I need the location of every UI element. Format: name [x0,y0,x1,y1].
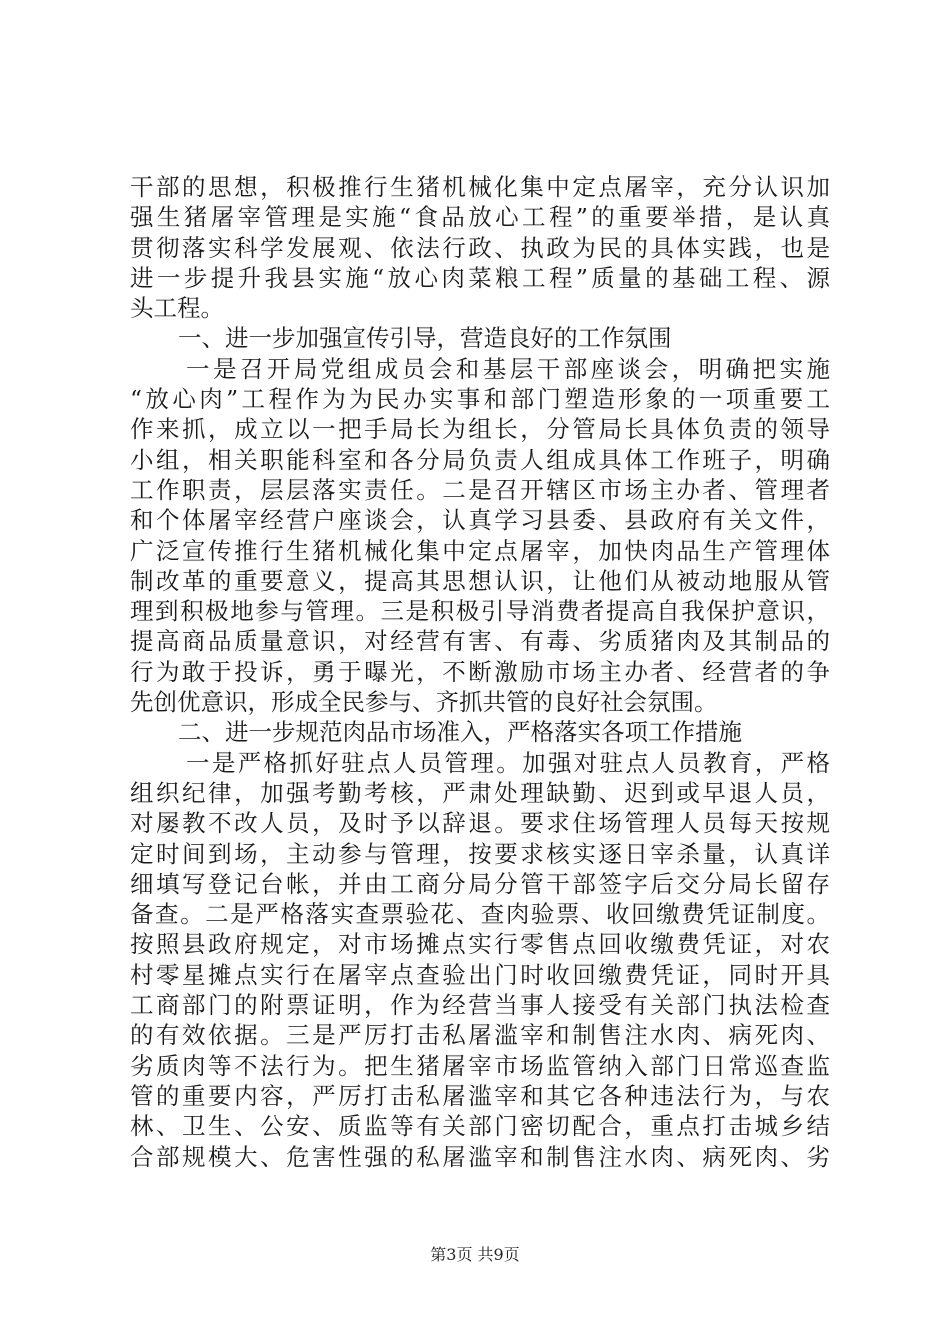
section-heading: 一、进一步加强宣传引导，营造良好的工作氛围 [178,324,672,353]
body-line: 小组，相关职能科室和各分局负责人组成具体工作班子，明确 [130,445,830,474]
body-line: 理到积极地参与管理。三是积极引导消费者提高自我保护意识， [130,597,830,626]
body-line: 行为敢于投诉，勇于曝光，不断激励市场主办者、经营者的争 [130,657,830,686]
body-line: 管的重要内容，严厉打击私屠滥宰和其它各种违法行为，与农 [130,1081,830,1110]
body-line: 合部规模大、危害性强的私屠滥宰和制售注水肉、病死肉、劣 [130,1142,830,1171]
body-line: 制改革的重要意义，提高其思想认识，让他们从被动地服从管 [130,566,830,595]
body-line: 按照县政府规定，对市场摊点实行零售点回收缴费凭证，对农 [130,930,830,959]
page-number: 第3页 共9页 [430,1245,520,1264]
body-line: 对屡教不改人员，及时予以辞退。要求住场管理人员每天按规 [130,809,830,838]
body-line: 广泛宣传推行生猪机械化集中定点屠宰，加快肉品生产管理体 [130,536,830,565]
body-line: 工商部门的附票证明，作为经营当事人接受有关部门执法检查 [130,991,830,1020]
body-line: 组织纪律，加强考勤考核，严肃处理缺勤、迟到或早退人员， [130,778,830,807]
body-line: 先创优意识，形成全民参与、齐抓共管的良好社会氛围。 [130,688,718,717]
section-heading: 二、进一步规范肉品市场准入，严格落实各项工作措施 [178,718,742,747]
document-body [130,172,830,1172]
body-line: 林、卫生、公安、质监等有关部门密切配合，重点打击城乡结 [130,1112,830,1141]
body-line: 细填写登记台帐，并由工商分局分管干部签字后交分局长留存 [130,869,830,898]
body-line: 劣质肉等不法行为。把生猪屠宰市场监管纳入部门日常巡查监 [130,1051,830,1080]
body-line: 村零星摊点实行在屠宰点查验出门时收回缴费凭证，同时开具 [130,960,830,989]
body-line: 备查。二是严格落实查票验花、查肉验票、收回缴费凭证制度。 [130,900,830,929]
body-line: 进一步提升我县实施“放心肉菜粮工程”质量的基础工程、源 [130,263,830,292]
body-line: 一是严格抓好驻点人员管理。加强对驻点人员教育，严格 [186,748,830,777]
body-line: 工作职责，层层落实责任。二是召开辖区市场主办者、管理者 [130,475,830,504]
body-line: 强生猪屠宰管理是实施“食品放心工程”的重要举措，是认真 [130,203,830,232]
body-line: 头工程。 [130,294,224,323]
body-line: 定时间到场，主动参与管理，按要求核实逐日宰杀量，认真详 [130,839,830,868]
body-line: 贯彻落实科学发展观、依法行政、执政为民的具体实践，也是 [130,233,830,262]
body-line: “放心肉”工程作为为民办实事和部门塑造形象的一项重要工 [130,385,830,414]
body-line: 的有效依据。三是严厉打击私屠滥宰和制售注水肉、病死肉、 [130,1021,830,1050]
body-line: 和个体屠宰经营户座谈会，认真学习县委、县政府有关文件， [130,506,830,535]
body-line: 提高商品质量意识，对经营有害、有毒、劣质猪肉及其制品的 [130,627,830,656]
body-line: 作来抓，成立以一把手局长为组长，分管局长具体负责的领导 [130,415,830,444]
body-line: 干部的思想，积极推行生猪机械化集中定点屠宰，充分认识加 [130,173,830,201]
body-line: 一是召开局党组成员会和基层干部座谈会，明确把实施 [186,354,830,383]
